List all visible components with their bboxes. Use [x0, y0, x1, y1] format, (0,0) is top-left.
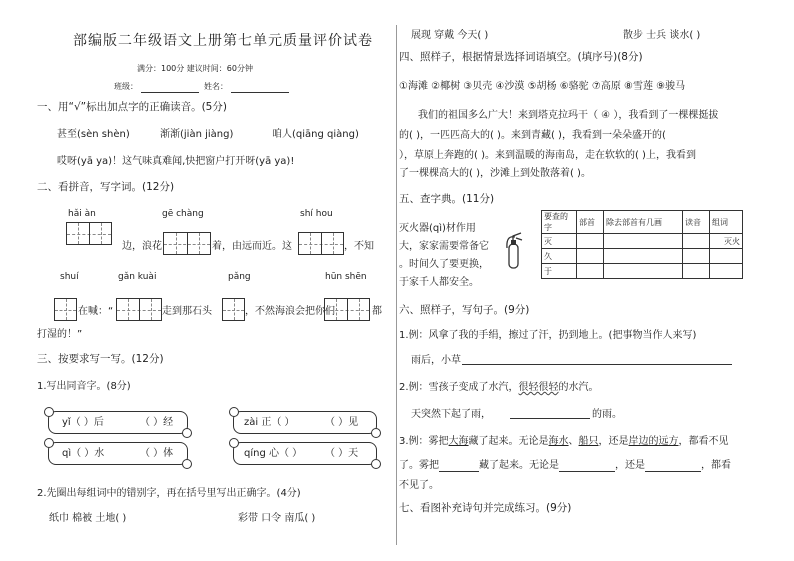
s4-para-line4[interactable]: 了一棵棵高大的( )，沙滩上到处散落着( )。: [399, 168, 591, 179]
section2-heading: 二、看拼音，写字词。(12分): [37, 181, 175, 193]
s6-e3-tail: 不见了。: [399, 480, 439, 491]
cell-input[interactable]: [683, 234, 710, 249]
s6-e3-p-c: ，还是: [615, 460, 645, 471]
pinyin-gechang: gē chàng: [162, 209, 204, 219]
homophone-zai-b[interactable]: （ ）见: [325, 417, 359, 428]
row-char: 灭: [542, 234, 577, 249]
s2-text2: 着，由远而近。这: [212, 241, 292, 252]
cell-input[interactable]: [577, 234, 604, 249]
th-strokes: 除去部首有几画: [604, 211, 683, 234]
s6-e3-prompt: [399, 459, 731, 472]
cell-input[interactable]: [577, 249, 604, 264]
write-box-pang[interactable]: [222, 298, 245, 321]
th-char: 要查的字: [542, 211, 577, 234]
s6-e3-part4: ，还是: [598, 436, 629, 447]
s6-e3-part2: 藏了起来。无论是: [468, 436, 549, 447]
pinyin-shihou: shí hou: [300, 209, 333, 219]
wrongchar-group2[interactable]: 彩带 口令 南瓜( ): [238, 513, 316, 524]
word-options: ①海滩 ②椰树 ③贝壳 ④沙漠 ⑤胡杨 ⑥骆驼 ⑦高原 ⑧雪莲 ⑨骏马: [399, 81, 686, 92]
s1-item2[interactable]: 渐渐(jiàn jiàng): [160, 129, 234, 140]
s6-e3-p-a: 了。雾把: [399, 460, 439, 471]
s6-example2: [399, 381, 599, 394]
pinyin-pang: pǎng: [228, 272, 251, 282]
wrongchar-group1[interactable]: 纸巾 棉被 土地( ): [49, 513, 127, 524]
s6-e1-prompt: 雨后，小草: [411, 355, 461, 366]
section3-heading: 三、按要求写一写。(12分): [37, 353, 164, 365]
s6-e3-u2: 海水: [548, 436, 569, 447]
name-label: 姓名：: [204, 82, 228, 91]
row-char: 于: [542, 264, 577, 279]
write-box-gankuai[interactable]: [116, 298, 162, 321]
write-box-shui[interactable]: [54, 298, 77, 321]
s2-text8: 打湿的！”: [37, 329, 83, 340]
s2-text7: 都: [372, 306, 382, 317]
table-row: [542, 249, 743, 264]
homophone-qi-b[interactable]: （ ）体: [140, 448, 174, 459]
table-row: [542, 264, 743, 279]
s6-e2-prompt: 天突然下起了雨，: [411, 409, 491, 420]
s4-para-line3[interactable]: ），草原上奔跑的( )。来到温暖的海南岛，走在软软的( )上，我看到: [399, 150, 696, 161]
homophone-zai-a[interactable]: zài 正（ ）: [244, 417, 295, 428]
cell-input[interactable]: [710, 264, 743, 279]
column-divider: [396, 25, 397, 545]
s6-e3-part5: ，都看不见: [678, 436, 729, 447]
s5-text2: 大，家家需要常备它: [399, 241, 489, 252]
s5-text4: 于家千人都安全。: [399, 277, 479, 288]
s1-item1[interactable]: 甚至(sèn shèn): [57, 129, 130, 140]
th-word: 组词: [710, 211, 743, 234]
cell-input[interactable]: [577, 264, 604, 279]
s2-text1: 边，浪花: [122, 241, 162, 252]
s1-line2[interactable]: 哎呀(yā ya)！这气味真难闻,快把窗户打开呀(yā ya)!: [57, 156, 295, 167]
write-box-shihou[interactable]: [298, 232, 344, 255]
s6-e3-part1: 3.例：雾把: [399, 436, 449, 447]
th-pinyin: 读音: [683, 211, 710, 234]
s2-text4: 在喊：“: [78, 306, 114, 317]
class-label: 班级：: [114, 82, 138, 91]
write-box-gechang[interactable]: [163, 232, 211, 255]
s6-e3-p-d: ，都看: [701, 460, 731, 471]
homophone-qi-a[interactable]: qì（ ）水: [62, 448, 105, 459]
write-box-haian[interactable]: [66, 222, 112, 245]
homophone-yi-b[interactable]: （ ）经: [140, 417, 174, 428]
s2-text3: ，不知: [344, 241, 374, 252]
pinyin-hunshen: hūn shēn: [325, 272, 367, 282]
pinyin-gankuai: gǎn kuài: [118, 272, 157, 282]
pinyin-haian: hǎi àn: [68, 209, 96, 219]
name-field[interactable]: [231, 81, 289, 93]
section1-heading: 一、用“√”标出加点字的正确读音。(5分): [37, 101, 227, 113]
s3-q1: 1.写出同音字。(8分): [37, 381, 131, 392]
section6-heading: 六、照样子，写句子。(9分): [399, 304, 530, 316]
s2-text5: 走到那石头: [162, 306, 212, 317]
dictionary-table-header: [542, 211, 743, 234]
cell-input[interactable]: [710, 249, 743, 264]
s6-answer3b[interactable]: [559, 460, 615, 472]
table-row: [542, 234, 743, 249]
row-char: 久: [542, 249, 577, 264]
cell-input[interactable]: [604, 249, 683, 264]
class-field[interactable]: [141, 81, 199, 93]
s6-answer2[interactable]: [510, 407, 590, 419]
cell-input[interactable]: [683, 249, 710, 264]
dictionary-table: [541, 210, 743, 279]
s6-e2-suffix: 的雨。: [592, 409, 622, 420]
pinyin-shui: shuí: [60, 272, 79, 282]
section5-heading: 五、查字典。(11分): [399, 193, 495, 205]
s4-para-line1[interactable]: 我们的祖国多么广大！来到塔克拉玛干（ ④ ），我看到了一棵棵挺拔: [418, 110, 719, 121]
s6-e3-p-b: 藏了起来。无论是: [479, 460, 559, 471]
s5-text1: 灭火器(qì)材作用: [399, 223, 476, 234]
row-word: 灭火: [710, 234, 743, 249]
s5-text3: 。时间久了要更换，: [399, 259, 489, 270]
s6-e3-u1: 大海: [448, 436, 469, 447]
cell-input[interactable]: [683, 264, 710, 279]
s6-answer3a[interactable]: [439, 460, 479, 472]
s3-q2: 2.先圈出每组词中的错别字，再在括号里写出正确字。(4分): [37, 488, 301, 499]
s6-answer3c[interactable]: [645, 460, 701, 472]
s6-e2-wavy: 很轻很轻: [518, 382, 559, 393]
write-box-hunshen[interactable]: [324, 298, 370, 321]
wrongchar-group3[interactable]: 展现 穿戴 今天( ): [411, 30, 489, 41]
cell-input[interactable]: [604, 264, 683, 279]
s6-e2-part1: 2.例：雪孩子变成了水汽，: [399, 382, 519, 393]
meta-line: 满分：100分 建议时间：60分钟: [137, 64, 253, 73]
section4-heading: 四、照样子，根据情景选择词语填空。(填序号)(8分): [399, 51, 643, 63]
s1-item3[interactable]: 咱人(qiāng qiàng): [272, 129, 359, 140]
s6-answer1[interactable]: [462, 353, 732, 365]
homophone-qing-b[interactable]: （ ）天: [325, 448, 359, 459]
s4-para-line2[interactable]: 的( )，一匹匹高大的( )。来到青藏( )，我看到一朵朵盛开的(: [399, 130, 666, 141]
s6-e3-u4: 岸边的远方: [628, 436, 679, 447]
homophone-qing-a[interactable]: qíng 心（ ）: [244, 448, 303, 459]
page-title: 部编版二年级语文上册第七单元质量评价试卷: [73, 33, 373, 49]
s6-e3-u3: 船只: [578, 436, 599, 447]
s6-e3-part3: 、: [568, 436, 579, 447]
section7-heading: 七、看图补充诗句并完成练习。(9分): [399, 502, 572, 514]
cell-input[interactable]: [604, 234, 683, 249]
s2-text6: ，不然海浪会把你们: [245, 306, 335, 317]
s6-example3: [399, 435, 729, 448]
s6-example1: 1.例：风拿了我的手绢，擦过了汗，扔到地上。(把事物当作人来写): [399, 330, 697, 341]
homophone-yi-a[interactable]: yǐ（ ）后: [62, 417, 104, 428]
fire-extinguisher-icon: [503, 230, 525, 270]
th-radical: 部首: [577, 211, 604, 234]
wrongchar-group4[interactable]: 散步 士兵 谈水( ): [623, 30, 701, 41]
s6-e2-part2: 的水汽。: [558, 382, 599, 393]
